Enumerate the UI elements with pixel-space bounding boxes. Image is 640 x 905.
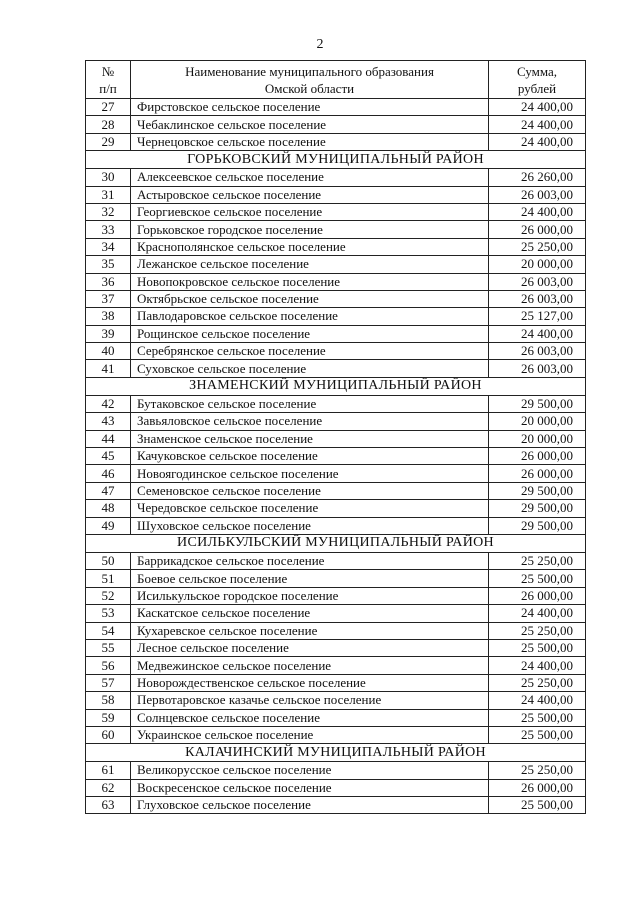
row-number: 60 — [86, 726, 131, 743]
municipality-name: Серебрянское сельское поселение — [131, 343, 489, 360]
amount: 25 250,00 — [489, 238, 586, 255]
row-number: 48 — [86, 500, 131, 517]
municipality-name: Глуховское сельское поселение — [131, 797, 489, 814]
amount: 25 250,00 — [489, 552, 586, 569]
municipality-name: Чебаклинское сельское поселение — [131, 116, 489, 133]
table-row — [86, 692, 586, 709]
row-number: 34 — [86, 238, 131, 255]
header-num-text: № п/п — [99, 63, 117, 96]
table-row — [86, 186, 586, 203]
table-row — [86, 430, 586, 447]
row-number: 51 — [86, 570, 131, 587]
row-number: 50 — [86, 552, 131, 569]
table-row — [86, 273, 586, 290]
row-number: 54 — [86, 622, 131, 639]
region-header-row — [86, 151, 586, 169]
header-sum — [489, 61, 586, 99]
table-row — [86, 674, 586, 691]
municipality-name: Завьяловское сельское поселение — [131, 413, 489, 430]
amount: 24 400,00 — [489, 605, 586, 622]
municipality-name: Каскатское сельское поселение — [131, 605, 489, 622]
municipality-name: Астыровское сельское поселение — [131, 186, 489, 203]
amount: 20 000,00 — [489, 256, 586, 273]
table-row — [86, 587, 586, 604]
table-row — [86, 622, 586, 639]
row-number: 33 — [86, 221, 131, 238]
municipality-name: Качуковское сельское поселение — [131, 448, 489, 465]
municipality-name: Украинское сельское поселение — [131, 726, 489, 743]
amount: 24 400,00 — [489, 116, 586, 133]
municipality-name: Новоягодинское сельское поселение — [131, 465, 489, 482]
municipality-name: Боевое сельское поселение — [131, 570, 489, 587]
table-row — [86, 709, 586, 726]
amount: 24 400,00 — [489, 325, 586, 342]
municipality-name: Фирстовское сельское поселение — [131, 99, 489, 116]
table-header-row — [86, 61, 586, 99]
header-name — [131, 61, 489, 99]
amount: 25 500,00 — [489, 797, 586, 814]
table-row — [86, 605, 586, 622]
amount: 26 000,00 — [489, 448, 586, 465]
table-row — [86, 308, 586, 325]
amount: 26 003,00 — [489, 360, 586, 377]
table-row — [86, 343, 586, 360]
row-number: 44 — [86, 430, 131, 447]
municipality-name: Октябрьское сельское поселение — [131, 290, 489, 307]
region-header-row — [86, 377, 586, 395]
row-number: 37 — [86, 290, 131, 307]
amount: 24 400,00 — [489, 657, 586, 674]
municipality-name: Павлодаровское сельское поселение — [131, 308, 489, 325]
amount: 25 500,00 — [489, 639, 586, 656]
amount: 26 003,00 — [489, 343, 586, 360]
row-number: 59 — [86, 709, 131, 726]
amount: 25 250,00 — [489, 674, 586, 691]
municipality-name: Первотаровское казачье сельское поселение — [131, 692, 489, 709]
amount: 25 250,00 — [489, 622, 586, 639]
amount: 26 000,00 — [489, 221, 586, 238]
row-number: 43 — [86, 413, 131, 430]
table-row — [86, 221, 586, 238]
row-number: 49 — [86, 517, 131, 534]
municipality-name: Исилькульское городское поселение — [131, 587, 489, 604]
municipality-name: Лесное сельское поселение — [131, 639, 489, 656]
page-number: 2 — [316, 37, 324, 52]
row-number: 39 — [86, 325, 131, 342]
amount: 20 000,00 — [489, 413, 586, 430]
table-row — [86, 99, 586, 116]
header-num — [86, 61, 131, 99]
table-row — [86, 465, 586, 482]
region-header-row — [86, 534, 586, 552]
row-number: 30 — [86, 169, 131, 186]
table-row — [86, 657, 586, 674]
row-number: 32 — [86, 203, 131, 220]
amount: 26 003,00 — [489, 186, 586, 203]
row-number: 61 — [86, 762, 131, 779]
row-number: 38 — [86, 308, 131, 325]
region-name: ГОРЬКОВСКИЙ МУНИЦИПАЛЬНЫЙ РАЙОН — [86, 151, 586, 169]
municipality-name: Кухаревское сельское поселение — [131, 622, 489, 639]
row-number: 56 — [86, 657, 131, 674]
table-row — [86, 413, 586, 430]
row-number: 40 — [86, 343, 131, 360]
row-number: 62 — [86, 779, 131, 796]
row-number: 47 — [86, 482, 131, 499]
municipality-name: Чернецовское сельское поселение — [131, 133, 489, 150]
amount: 25 127,00 — [489, 308, 586, 325]
table-row — [86, 797, 586, 814]
amount: 29 500,00 — [489, 517, 586, 534]
header-sum-text: Сумма, рублей — [516, 63, 558, 96]
table-row — [86, 360, 586, 377]
header-name-text: Наименование муниципального образования Омской области — [185, 63, 434, 96]
table-row — [86, 552, 586, 569]
municipality-name: Рощинское сельское поселение — [131, 325, 489, 342]
municipality-name: Шуховское сельское поселение — [131, 517, 489, 534]
amount: 26 003,00 — [489, 273, 586, 290]
amount: 20 000,00 — [489, 430, 586, 447]
amount: 29 500,00 — [489, 482, 586, 499]
table-row — [86, 169, 586, 186]
municipality-name: Солнцевское сельское поселение — [131, 709, 489, 726]
table-row — [86, 448, 586, 465]
table-row — [86, 762, 586, 779]
row-number: 28 — [86, 116, 131, 133]
row-number: 29 — [86, 133, 131, 150]
table-row — [86, 133, 586, 150]
row-number: 42 — [86, 395, 131, 412]
table-row — [86, 500, 586, 517]
row-number: 58 — [86, 692, 131, 709]
table-row — [86, 570, 586, 587]
row-number: 55 — [86, 639, 131, 656]
municipality-name: Великорусское сельское поселение — [131, 762, 489, 779]
table-body — [86, 61, 586, 814]
amount: 25 500,00 — [489, 709, 586, 726]
table-row — [86, 482, 586, 499]
table-row — [86, 116, 586, 133]
table-row — [86, 779, 586, 796]
municipality-name: Суховское сельское поселение — [131, 360, 489, 377]
municipality-name: Алексеевское сельское поселение — [131, 169, 489, 186]
amount: 25 250,00 — [489, 762, 586, 779]
region-header-row — [86, 744, 586, 762]
allocation-table — [85, 60, 586, 814]
table-row — [86, 256, 586, 273]
row-number: 46 — [86, 465, 131, 482]
table-row — [86, 726, 586, 743]
row-number: 53 — [86, 605, 131, 622]
row-number: 27 — [86, 99, 131, 116]
municipality-name: Новопокровское сельское поселение — [131, 273, 489, 290]
municipality-name: Бутаковское сельское поселение — [131, 395, 489, 412]
table-row — [86, 290, 586, 307]
municipality-name: Краснополянское сельское поселение — [131, 238, 489, 255]
region-name: ИСИЛЬКУЛЬСКИЙ МУНИЦИПАЛЬНЫЙ РАЙОН — [86, 534, 586, 552]
row-number: 57 — [86, 674, 131, 691]
amount: 24 400,00 — [489, 133, 586, 150]
row-number: 35 — [86, 256, 131, 273]
amount: 26 000,00 — [489, 779, 586, 796]
amount: 29 500,00 — [489, 395, 586, 412]
amount: 25 500,00 — [489, 726, 586, 743]
table-row — [86, 517, 586, 534]
municipality-name: Баррикадское сельское поселение — [131, 552, 489, 569]
region-name: КАЛАЧИНСКИЙ МУНИЦИПАЛЬНЫЙ РАЙОН — [86, 744, 586, 762]
municipality-name: Новорождественское сельское поселение — [131, 674, 489, 691]
row-number: 63 — [86, 797, 131, 814]
municipality-name: Семеновское сельское поселение — [131, 482, 489, 499]
municipality-name: Горьковское городское поселение — [131, 221, 489, 238]
table-row — [86, 203, 586, 220]
municipality-name: Георгиевское сельское поселение — [131, 203, 489, 220]
row-number: 45 — [86, 448, 131, 465]
row-number: 31 — [86, 186, 131, 203]
amount: 24 400,00 — [489, 692, 586, 709]
amount: 25 500,00 — [489, 570, 586, 587]
amount: 29 500,00 — [489, 500, 586, 517]
municipality-name: Знаменское сельское поселение — [131, 430, 489, 447]
municipality-name: Медвежинское сельское поселение — [131, 657, 489, 674]
municipality-name: Лежанское сельское поселение — [131, 256, 489, 273]
municipality-name: Чередовское сельское поселение — [131, 500, 489, 517]
amount: 26 000,00 — [489, 587, 586, 604]
amount: 26 260,00 — [489, 169, 586, 186]
table-row — [86, 639, 586, 656]
region-name: ЗНАМЕНСКИЙ МУНИЦИПАЛЬНЫЙ РАЙОН — [86, 377, 586, 395]
table-row — [86, 325, 586, 342]
amount: 24 400,00 — [489, 203, 586, 220]
municipality-name: Воскресенское сельское поселение — [131, 779, 489, 796]
table-row — [86, 395, 586, 412]
table-row — [86, 238, 586, 255]
row-number: 36 — [86, 273, 131, 290]
amount: 24 400,00 — [489, 99, 586, 116]
amount: 26 003,00 — [489, 290, 586, 307]
row-number: 41 — [86, 360, 131, 377]
amount: 26 000,00 — [489, 465, 586, 482]
row-number: 52 — [86, 587, 131, 604]
